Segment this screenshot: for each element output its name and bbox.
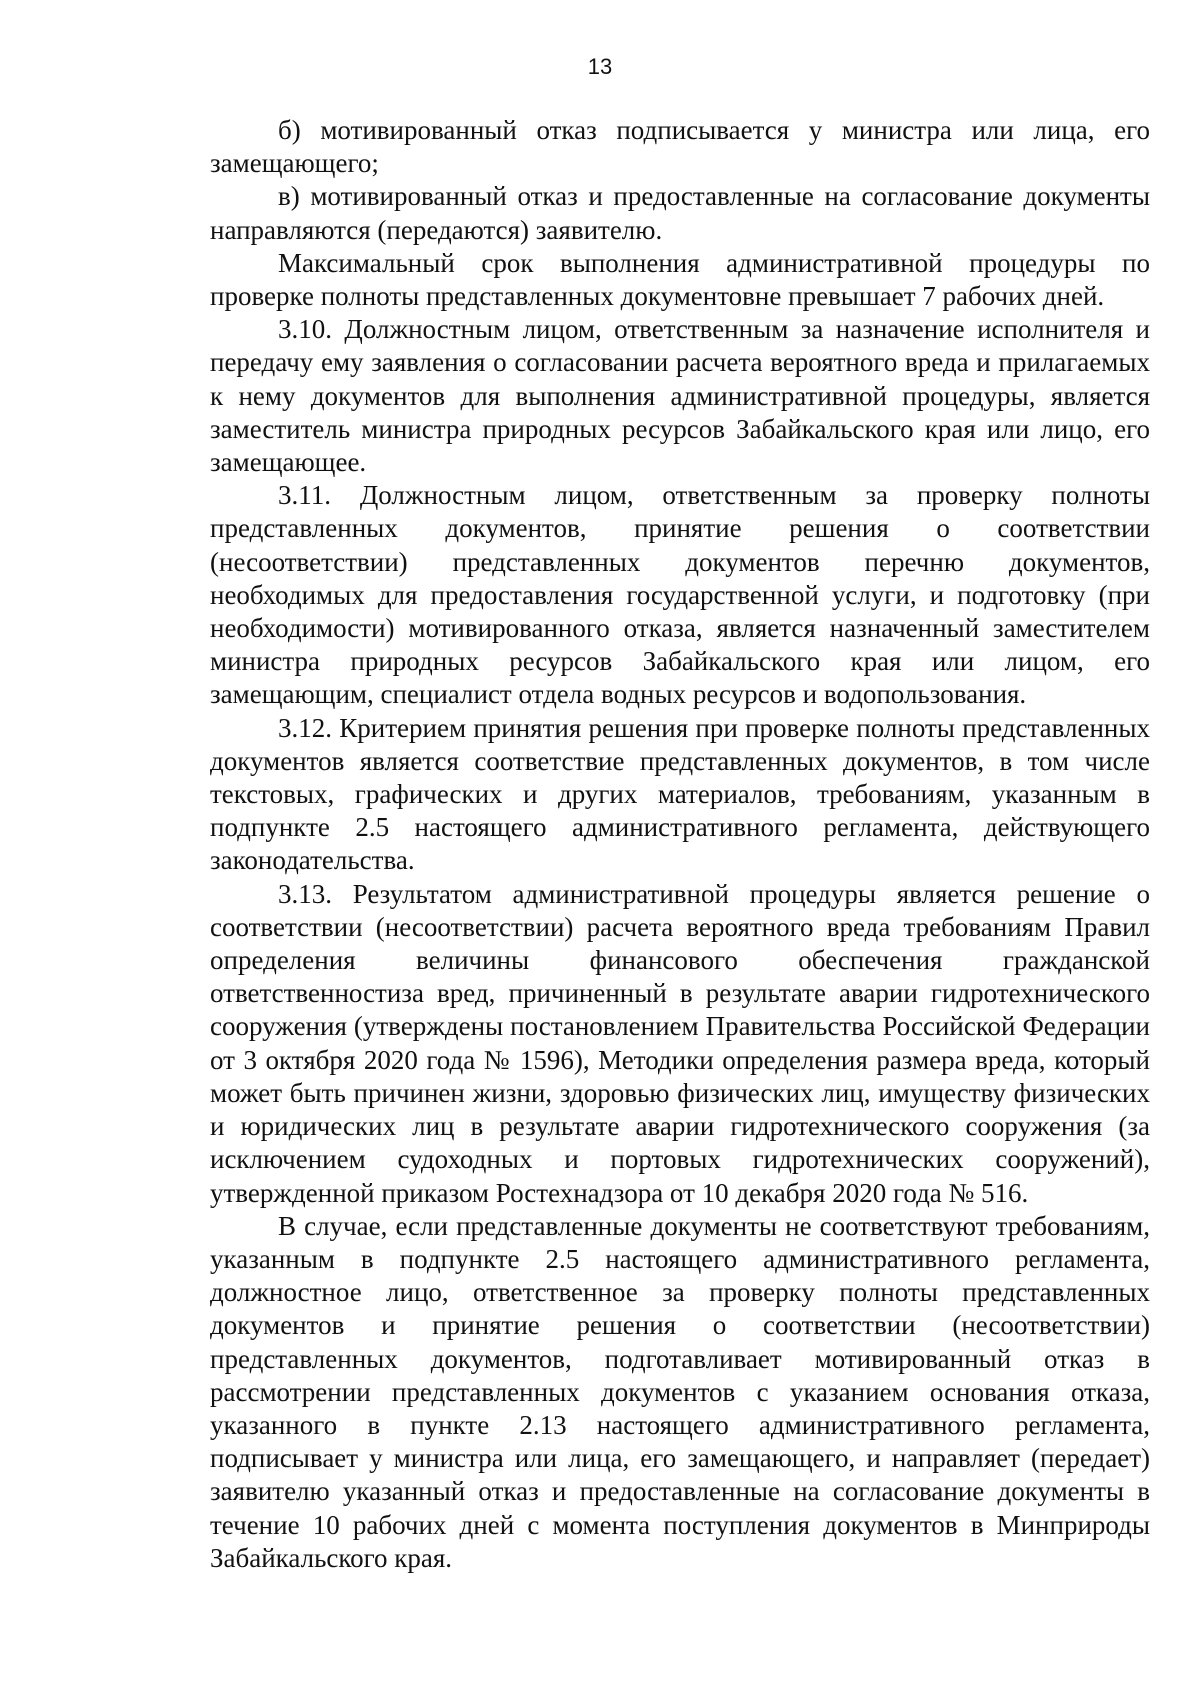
paragraph-item-v: в) мотивированный отказ и предоставленные на согласование документы направляются (передаются) заявителю. (210, 181, 1150, 245)
paragraph-max-term: Максимальный срок выполнения административной процедуры по проверке полноты представленных документовне превышает 7 рабочих дней. (210, 247, 1150, 312)
paragraph-3-10: 3.10. Должностным лицом, ответственным за назначение исполнителя и передачу ему заявления о согласовании расчета вероятного вреда и прилагаемых к нему документов для выполнения административной процедуры, является заместитель министра природных ресурсов Забайкальского края или лицо, его замещающее. (210, 314, 1150, 478)
paragraph-refusal-case: В случае, если представленные документы не соответствуют требованиям, указанным в подпункте 2.5 настоящего административного регламента, должностное лицо, ответственное за проверку полноты представленных документов и принятие решения о соответствии (несоответствии) представленных документов, подготавливает мотивированный отказ в рассмотрении представленных документов с указанием основания отказа, указанного в пункте 2.13 настоящего административного регламента, подписывает у министра или лица, его замещающего, и направляет (передает) заявителю указанный отказ и предоставленные на согласование документы в течение 10 рабочих дней с момента поступления документов в Минприроды Забайкальского края. (210, 1210, 1150, 1573)
page-number: 13 (587, 54, 613, 79)
document-body (210, 114, 1150, 1575)
paragraph-3-13: 3.13. Результатом административной процедуры является решение о соответствии (несоответствии) расчета вероятного вреда требованиям Правил определения величины финансового обеспечения гражданской ответственностиза вред, причиненный в результате аварии гидротехнического сооружения (утверждены постановлением Правительства Российской Федерации от 3 октября 2020 года № 1596), Методики определения размера вреда, который может быть причинен жизни, здоровью физических лиц, имуществу физических и юридических лиц в результате аварии гидротехнического сооружения (за исключением судоходных и портовых гидротехнических сооружений), утвержденной приказом Ростехнадзора от 10 декабря 2020 года № 516. (210, 878, 1150, 1208)
paragraph-3-11: 3.11. Должностным лицом, ответственным за проверку полноты представленных документов, принятие решения о соответствии (несоответствии) представленных документов перечню документов, необходимых для предоставления государственной услуги, и подготовку (при необходимости) мотивированного отказа, является назначенный заместителем министра природных ресурсов Забайкальского края или лицом, его замещающим, специалист отдела водных ресурсов и водопользования. (210, 480, 1150, 710)
paragraph-item-b: б) мотивированный отказ подписывается у министра или лица, его замещающего; (210, 115, 1150, 179)
paragraph-3-12: 3.12. Критерием принятия решения при проверке полноты представленных документов является соответствие представленных документов, в том числе текстовых, графических и других материалов, требованиям, указанным в подпункте 2.5 настоящего административного регламента, действующего законодательства. (210, 712, 1150, 876)
